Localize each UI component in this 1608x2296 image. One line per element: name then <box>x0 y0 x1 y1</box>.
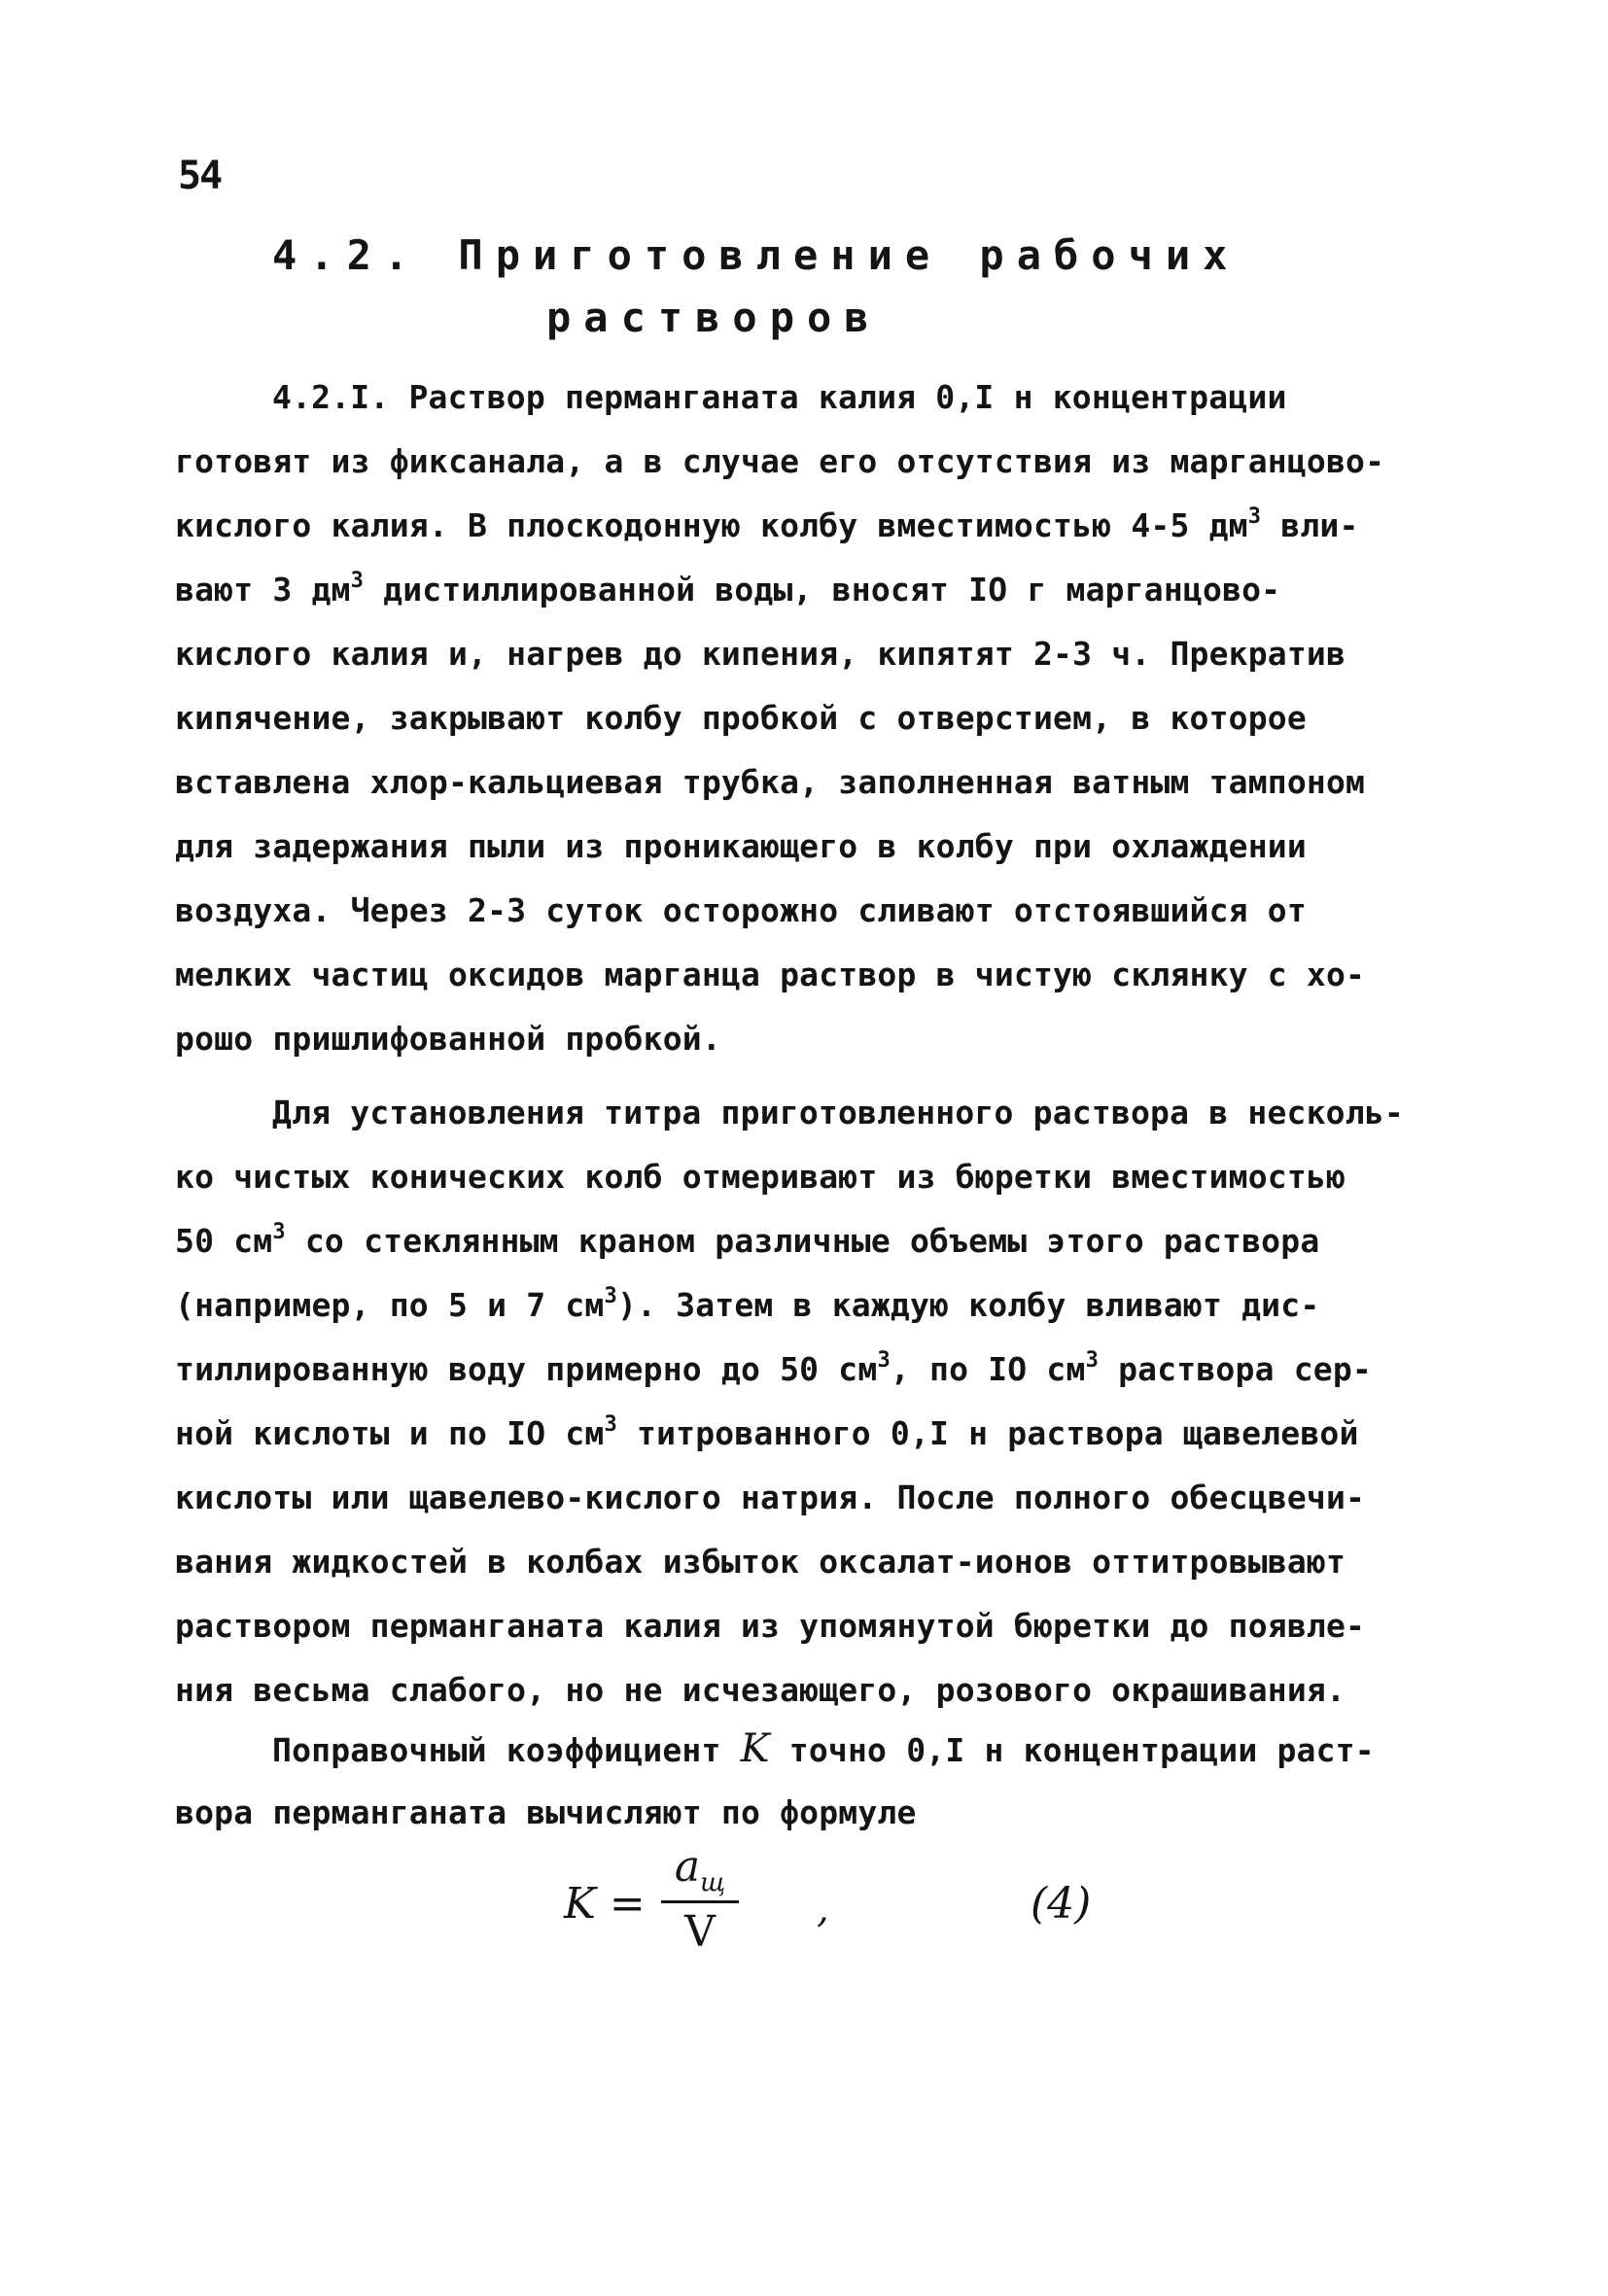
superscript: 3 <box>272 1220 286 1244</box>
paragraph-line <box>175 1273 1439 1338</box>
superscript: 3 <box>604 1412 617 1437</box>
text-run: ко чистых конических колб отмеривают из бюретки вместимостью <box>175 1158 1346 1196</box>
paragraph-line <box>175 558 1439 622</box>
text-run: (например, по 5 и 7 см <box>175 1286 605 1324</box>
paragraph-line <box>175 815 1439 879</box>
text-run: готовят из фиксанала, а в случае его отсутствия из марганцово- <box>175 442 1385 480</box>
paragraph-line <box>175 365 1439 430</box>
formula-numerator <box>651 1842 749 1898</box>
text-run: тиллированную воду примерно до 50 см <box>175 1350 878 1388</box>
paragraph-4-2-1 <box>175 365 1439 1071</box>
superscript: 3 <box>877 1348 891 1373</box>
text-run: кислого калия и, нагрев до кипения, кипятят 2-3 ч. Прекратив <box>175 635 1346 673</box>
page-number: 54 <box>178 154 222 198</box>
superscript: 3 <box>350 569 365 593</box>
text-run: вают 3 дм <box>175 571 351 609</box>
paragraph-line <box>175 686 1439 750</box>
paragraph-line <box>175 1466 1439 1530</box>
paragraph-line <box>175 1402 1439 1466</box>
paragraph-line <box>175 1209 1439 1273</box>
text-run: точно 0,I н концентрации раст- <box>769 1731 1375 1769</box>
formula-fraction <box>651 1842 749 1957</box>
paragraph-line <box>175 1717 1439 1781</box>
paragraph-line <box>175 1338 1439 1402</box>
text-run: 50 см <box>175 1222 273 1260</box>
paragraph-line <box>175 1145 1439 1209</box>
formula-4 <box>564 1842 1147 1968</box>
paragraph-line <box>175 879 1439 943</box>
formula-lhs: K = <box>564 1879 646 1929</box>
equation-number: (4) <box>1031 1879 1092 1929</box>
superscript: 3 <box>1085 1348 1100 1373</box>
text-run: мелких частиц оксидов марганца раствор в чистую склянку с хо- <box>175 956 1366 993</box>
paragraph-line <box>175 943 1439 1007</box>
numerator-subscript: щ <box>700 1867 726 1897</box>
text-run: вли- <box>1261 506 1359 544</box>
text-run: ). Затем в каждую колбу вливают дис- <box>616 1286 1320 1324</box>
text-run: кислоты или щавелево-кислого натрия. После полного обесцвечи- <box>175 1478 1366 1516</box>
text-run: воздуха. Через 2-3 суток осторожно сливают отстоявшийся от <box>175 891 1307 929</box>
paragraph-line: вора перманганата вычисляют по формуле <box>175 1793 917 1831</box>
paragraph-line <box>175 1530 1439 1594</box>
text-run: со стеклянным краном различные объемы этого раствора <box>285 1222 1320 1260</box>
paragraph-line <box>175 430 1439 494</box>
paragraph-line <box>175 750 1439 815</box>
section-heading: 4.2. Приготовление рабочих <box>272 231 1241 279</box>
k-symbol: K <box>740 1726 770 1771</box>
text-run: 4.2.I. Раствор перманганата калия 0,I н концентрации <box>272 378 1287 416</box>
superscript: 3 <box>1247 504 1262 529</box>
superscript: 3 <box>604 1284 617 1308</box>
text-run: титрованного 0,I н раствора щавелевой <box>616 1414 1359 1452</box>
text-run: ния весьма слабого, но не исчезающего, розового окрашивания. <box>175 1671 1346 1709</box>
text-run: вставлена хлор-кальциевая трубка, заполненная ватным тампоном <box>175 763 1366 801</box>
text-run: дистиллированной воды, вносят IO г марганцово- <box>364 571 1281 609</box>
text-run: кислого калия. В плоскодонную колбу вместимостью 4-5 дм <box>175 506 1248 544</box>
formula-comma: , <box>817 1887 829 1931</box>
paragraph-line <box>175 622 1439 686</box>
paragraph-line <box>175 1007 1439 1071</box>
paragraph-titre-setup <box>175 1081 1439 1722</box>
paragraph-line <box>175 1594 1439 1658</box>
text-run: ной кислоты и по IO см <box>175 1414 605 1452</box>
fraction-bar <box>661 1900 739 1903</box>
text-run: , по IO см <box>890 1350 1086 1388</box>
text-run: Поправочный коэффициент <box>272 1731 741 1769</box>
text-run: для задержания пыли из проникающего в колбу при охлаждении <box>175 827 1307 865</box>
formula-denominator: V <box>684 1907 716 1957</box>
paragraph-correction-factor <box>175 1717 1439 1845</box>
section-heading-continuation: растворов <box>546 294 882 341</box>
paragraph-line <box>175 1658 1439 1722</box>
text-run: кипячение, закрывают колбу пробкой с отверстием, в которое <box>175 699 1307 737</box>
text-run: рошо пришлифованной пробкой. <box>175 1020 721 1058</box>
paragraph-line <box>175 1081 1439 1145</box>
text-run: Для установления титра приготовленного раствора в несколь- <box>272 1094 1404 1131</box>
text-run: раствором перманганата калия из упомянутой бюретки до появле- <box>175 1607 1366 1645</box>
numerator-symbol: a <box>674 1842 701 1892</box>
text-run: вания жидкостей в колбах избыток оксалат-ионов оттитровывают <box>175 1543 1346 1581</box>
paragraph-line <box>175 494 1439 558</box>
text-run: раствора сер- <box>1099 1350 1372 1388</box>
